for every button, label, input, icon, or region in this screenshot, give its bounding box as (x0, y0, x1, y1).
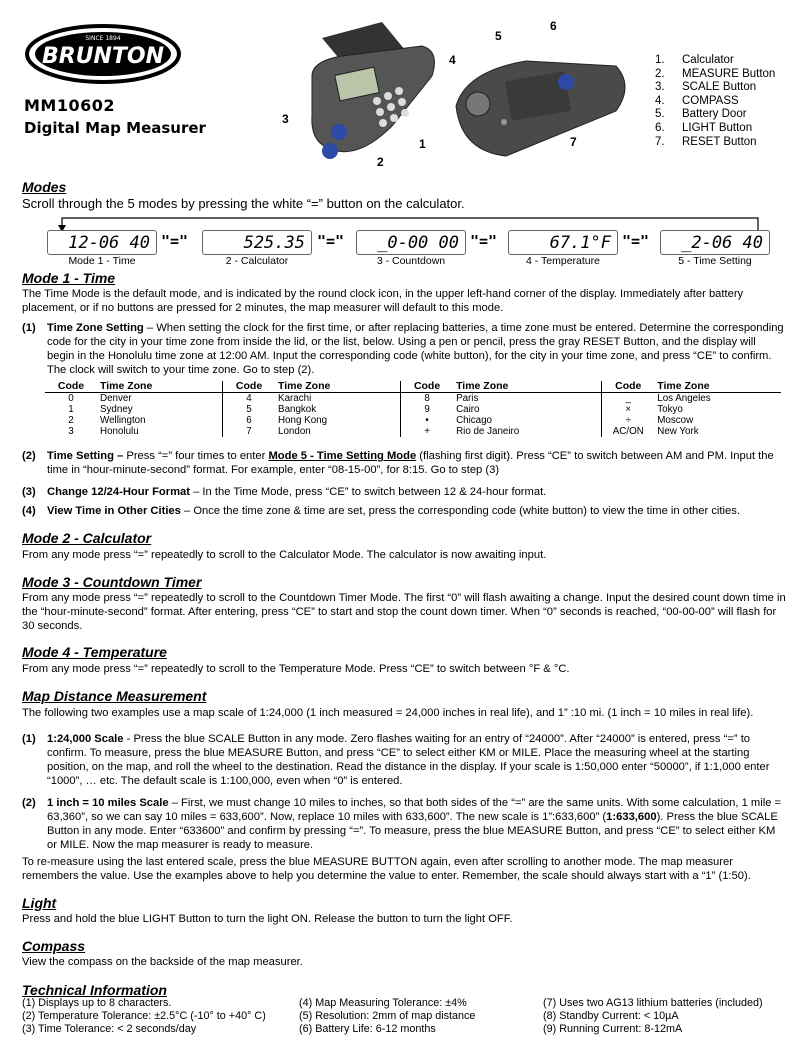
lcd-countdown: _0-00 00 (356, 230, 466, 255)
map-item-2: (2) 1 inch = 10 miles Scale – First, we must change 10 miles to inches, so that both sides of the “=” are the same units. With some calculation, 1 mile = 63,360”, so we can say 10 miles = 633,600”. Now, replace 10 miles with 633,600”. The new scale is 1”:633,600” (1:633,600). Press the blue SCALE Button in any mode. Enter “633600” and confirm by pressing “=”. To measure, press the blue MEASURE Button, and press “CE” to select either KM or MILE. Now the map measurer is ready to measure. (22, 797, 782, 851)
device-back-image (446, 16, 636, 176)
mode-label: 2 - Calculator (225, 255, 289, 267)
modes-heading: Modes (22, 179, 67, 195)
map-heading: Map Distance Measurement (22, 688, 207, 704)
callout-7: 7 (570, 135, 577, 149)
mode1-item-2: (2) Time Setting – Press “=” four times to enter Mode 5 - Time Setting Mode (flashing first digit). Press “CE” to switch between AM and PM. Input the time in “hour-minute-second” format. For example, enter “08-15-00”, for 8:15. Go to step (3) (22, 450, 774, 476)
spec-column-1: (1) Displays up to 8 characters. (2) Temperature Tolerance: ±2.5°C (-10° to +40° C) (3) Time Tolerance: < 2 seconds/day (22, 997, 266, 1035)
legend-item: 1. Calculator (655, 54, 734, 66)
mode2-heading: Mode 2 - Calculator (22, 530, 152, 546)
legend-item: 4. COMPASS (655, 94, 739, 107)
spec-column-2: (4) Map Measuring Tolerance: ±4% (5) Resolution: 2mm of map distance (6) Battery Life: 6-12 months (299, 997, 476, 1035)
map-intro: The following two examples use a map scale of 1:24,000 (1 inch measured = 24,000 inches in real life), and 1” :10 mi. (1 inch = 10 miles in real life). (22, 707, 754, 719)
mode4-text: From any mode press “=” repeatedly to scroll to the Temperature Mode. Press “CE” to switch between °F & °C. (22, 663, 570, 675)
table-row: 0 Denver 4 Karachi 8 Paris _ Los Angeles (68, 393, 711, 404)
eq-arrow: "=" (161, 232, 189, 250)
light-heading: Light (22, 895, 57, 911)
lcd-calculator: 525.35 (202, 230, 312, 255)
callout-3: 3 (282, 112, 289, 126)
spec-column-3: (7) Uses two AG13 lithium batteries (included) (8) Standby Current: < 10µA (9) Running Current: 8-12mA (543, 997, 763, 1035)
lcd-time: 12-06 40 (47, 230, 157, 255)
legend-item: 7. RESET Button (655, 135, 757, 148)
table-row: 2 Wellington 6 Hong Kong • Chicago ÷ Moscow (68, 415, 694, 426)
modes-intro: Scroll through the 5 modes by pressing the white “=” button on the calculator. (22, 196, 465, 211)
mode-flow-diagram (40, 213, 782, 269)
tech-heading: Technical Information (22, 982, 167, 998)
mode1-heading: Mode 1 - Time (22, 270, 116, 286)
time-zone-table: Code Time Zone Code Time Zone Code Time Zone Code Time Zone 0 Denver 4 Karachi 8 Paris _ Los Angeles 1 Sydney 5 Bangkok 9 Cairo × Tokyo 2 Wellington 6 Hong Kong • Chicago ÷ Moscow 3 Honolulu 7 London + Rio de Janeiro AC/ON New York (45, 381, 781, 437)
light-text: Press and hold the blue LIGHT Button to turn the light ON. Release the button to turn the light OFF. (22, 913, 513, 925)
table-row: 1 Sydney 5 Bangkok 9 Cairo × Tokyo (68, 404, 683, 415)
compass-text: View the compass on the backside of the map measurer. (22, 956, 303, 968)
legend-item: 6. LIGHT Button (655, 121, 753, 134)
callout-2: 2 (377, 155, 384, 169)
mode3-heading: Mode 3 - Countdown Timer (22, 574, 202, 590)
callout-5: 5 (495, 29, 502, 43)
lcd-time-setting: _2-06 40 (660, 230, 770, 255)
callout-4: 4 (449, 53, 456, 67)
mode3-text: From any mode press “=” repeatedly to scroll to the Countdown Timer Mode. The first “0” will flash awaiting a change. Input the desired count down time in the “hour-minute-second” format. After entering, press “CE” to start and stop the count down timer. When “0” seconds is reached, “00-00-00” will flash for 30 seconds. (22, 592, 786, 632)
brunton-logo (24, 22, 182, 86)
lcd-temperature: 67.1°F (508, 230, 618, 255)
model-number: MM10602 (24, 96, 116, 115)
mode1-item-1: (1) Time Zone Setting – When setting the clock for the first time, or after replacing batteries, a time zone must be entered. Determine the corresponding code for the city in your time zone from inside the lid, or the list, below. Using a pen or pencil, press the gray RESET Button, and the display will begin in the Honolulu time zone at 12:00 AM. Input the corresponding code (white button), for the city in your time zone, and press “CE” to confirm. The clock will switch to your time zone. Go to step (2). (22, 322, 784, 376)
eq-arrow: "=" (622, 232, 650, 250)
mode-label: Mode 1 - Time (68, 255, 136, 267)
mode-label: 3 - Countdown (376, 255, 446, 267)
mode1-intro: The Time Mode is the default mode, and is indicated by the round clock icon, in the upper left-hand corner of the display. Immediately after battery placement, or if no buttons are pressed for 2 minutes, the map measurer will default to this mode. (22, 288, 744, 314)
callout-1: 1 (419, 137, 426, 151)
mode-label: 5 - Time Setting (678, 255, 752, 267)
legend-item: 2. MEASURE Button (655, 67, 776, 80)
eq-arrow: "=" (317, 232, 345, 250)
map-outro: To re-measure using the last entered scale, press the blue MEASURE BUTTON again, even after scrolling to another mode. The map measurer remembers the value. Use the examples above to help you determine the value to enter. Remember, the scale should always start with a “1” (1:50). (22, 856, 751, 882)
callout-6: 6 (550, 19, 557, 33)
legend-item: 3. SCALE Button (655, 81, 757, 94)
mode1-item-4: (4) View Time in Other Cities – Once the time zone & time are set, press the corresponding code (white button) to view the time in other cities. (22, 505, 740, 517)
parts-legend (655, 54, 775, 149)
product-title: Digital Map Measurer (24, 119, 206, 137)
svg-text:SINCE 1894: SINCE 1894 (85, 35, 121, 42)
mode2-text: From any mode press “=” repeatedly to scroll to the Calculator Mode. The calculator is now awaiting input. (22, 549, 547, 561)
compass-heading: Compass (22, 938, 86, 954)
mode1-item-3: (3) Change 12/24-Hour Format – In the Time Mode, press “CE” to switch between 12 & 24-hour format. (22, 486, 547, 498)
eq-arrow: "=" (470, 232, 498, 250)
mode4-heading: Mode 4 - Temperature (22, 644, 167, 660)
table-row: 3 Honolulu 7 London + Rio de Janeiro AC/ON New York (68, 426, 699, 437)
map-item-1: (1) 1:24,000 Scale - Press the blue SCALE Button in any mode. Zero flashes waiting for an entry of “24000”. After “24000” is entered, press “=” to confirm. To measure, press the blue MEASURE Button, and press “CE” to select either KM or MILE. Place the measuring wheel at the starting position, on the map, and roll the wheel to the destination. Read the distance in the display. If your scale is 1:50,000 enter “50000”, if 1:1,000 enter “1000”, … etc. The default scale is 1:100,000, even when “0” is entered. (22, 733, 770, 787)
device-front-image (282, 16, 447, 176)
mode-label: 4 - Temperature (526, 255, 600, 267)
svg-text:BRUNTON: BRUNTON (41, 44, 165, 69)
legend-item: 5. Battery Door (655, 108, 747, 121)
